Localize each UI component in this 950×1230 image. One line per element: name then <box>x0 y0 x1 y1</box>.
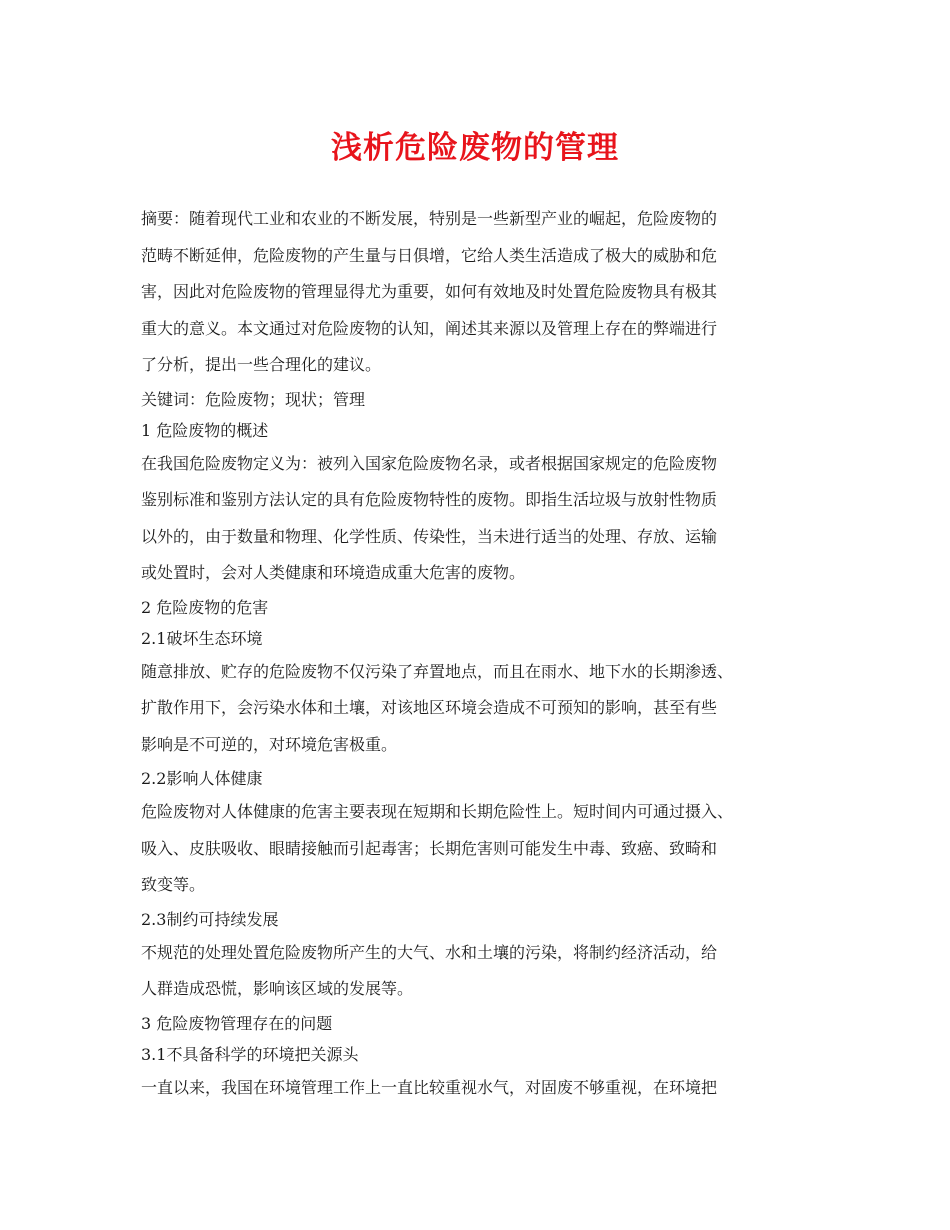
text-line: 随意排放、贮存的危险废物不仅污染了弃置地点，而且在雨水、地下水的长期渗透、 <box>141 661 734 681</box>
text-line: 或处置时，会对人类健康和环境造成重大危害的废物。 <box>141 563 526 582</box>
text-line: 了分析，提出一些合理化的建议。 <box>141 355 382 374</box>
subsection-heading: 2.2影响人体健康 <box>141 769 263 788</box>
text-line: 害，因此对危险废物的管理显得尤为重要，如何有效地及时处置危险废物具有极其 <box>141 282 718 301</box>
subsection-heading: 2.1破坏生态环境 <box>141 628 263 648</box>
subsection-heading: 3.1不具备科学的环境把关源头 <box>141 1044 359 1064</box>
text-line: 鉴别标准和鉴别方法认定的具有危险废物特性的废物。即指生活垃圾与放射性物质 <box>141 490 718 509</box>
text-line: 范畴不断延伸，危险废物的产生量与日俱增，它给人类生活造成了极大的威胁和危 <box>141 245 718 265</box>
text-line: 不规范的处理处置危险废物所产生的大气、水和土壤的污染，将制约经济活动，给 <box>141 942 718 962</box>
section-heading: 2 危险废物的危害 <box>141 597 269 617</box>
document-title: 浅析危险废物的管理 <box>331 130 619 166</box>
text-line: 影响是不可逆的，对环境危害极重。 <box>141 734 398 754</box>
text-line: 在我国危险废物定义为：被列入国家危险废物名录，或者根据国家规定的危险废物 <box>141 453 718 473</box>
text-line: 一直以来，我国在环境管理工作上一直比较重视水气，对固废不够重视，在环境把 <box>141 1077 718 1097</box>
keywords-line: 关键词：危险废物；现状；管理 <box>141 389 366 409</box>
text-line: 吸入、皮肤吸收、眼睛接触而引起毒害；长期危害则可能发生中毒、致癌、致畸和 <box>141 838 718 858</box>
subsection-heading: 2.3制约可持续发展 <box>141 909 279 929</box>
text-line: 以外的，由于数量和物理、化学性质、传染性，当未进行适当的处理、存放、运输 <box>141 526 718 546</box>
text-line: 扩散作用下，会污染水体和土壤，对该地区环境会造成不可预知的影响，甚至有些 <box>141 698 718 717</box>
text-line: 人群造成恐慌，影响该区域的发展等。 <box>141 979 414 998</box>
text-line: 致变等。 <box>141 875 206 894</box>
section-heading: 1 危险废物的概述 <box>141 420 269 440</box>
text-line: 重大的意义。本文通过对危险废物的认知，阐述其来源以及管理上存在的弊端进行 <box>141 318 718 338</box>
document-body <box>141 201 833 1106</box>
text-line: 危险废物对人体健康的危害主要表现在短期和长期危险性上。短时间内可通过摄入、 <box>141 802 734 821</box>
section-heading: 3 危险废物管理存在的问题 <box>141 1013 333 1033</box>
text-line: 摘要：随着现代工业和农业的不断发展，特别是一些新型产业的崛起，危险废物的 <box>141 209 718 228</box>
